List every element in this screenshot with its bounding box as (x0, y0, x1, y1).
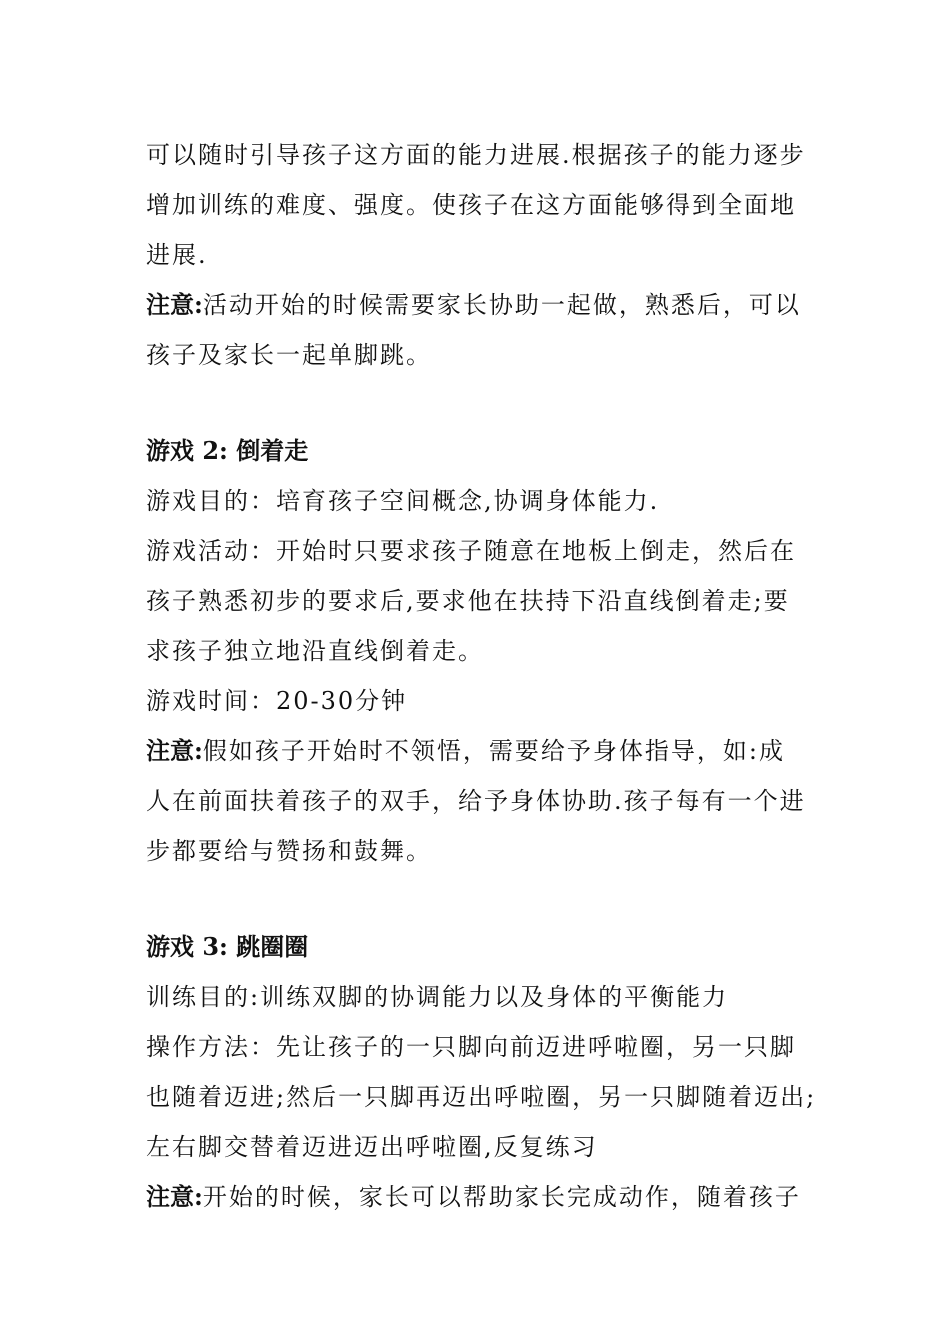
spacer (146, 876, 816, 922)
intro-note-line-2: 孩子及家长一起单脚跳。 (146, 341, 432, 369)
game3-method-line-2: 也随着迈进;然后一只脚再迈出呼啦圈，另一只脚随着迈出; (146, 1083, 817, 1111)
note-text: 活动开始的时候需要家长协助一起做，熟悉后，可以 (202, 291, 801, 319)
game2-activity-line-2: 孩子熟悉初步的要求后,要求他在扶持下沿直线倒着走;要 (146, 587, 790, 615)
intro-note-line-1 (146, 280, 816, 330)
game3-purpose: 训练目的:训练双脚的协调能力以及身体的平衡能力 (146, 983, 729, 1011)
note-label: 注意: (146, 1182, 203, 1211)
intro-line-2: 增加训练的难度、强度。使孩子在这方面能够得到全面地 (146, 191, 796, 219)
game3-method-line-3: 左右脚交替着迈进迈出呼啦圈,反复练习 (146, 1133, 598, 1161)
game2-note-line-1 (146, 726, 816, 776)
note-label: 注意: (146, 290, 203, 319)
game2-activity-line-1: 游戏活动：开始时只要求孩子随意在地板上倒走，然后在 (146, 537, 796, 565)
game2-title: 游戏 2: 倒着走 (146, 436, 309, 465)
intro-line-1: 可以随时引导孩子这方面的能力进展.根据孩子的能力逐步 (146, 141, 806, 169)
note-label: 注意: (146, 736, 203, 765)
document-page (146, 130, 816, 1222)
game3-method-line-1: 操作方法：先让孩子的一只脚向前迈进呼啦圈，另一只脚 (146, 1033, 796, 1061)
spacer (146, 380, 816, 426)
game2-activity-line-3: 求孩子独立地沿直线倒着走。 (146, 637, 484, 665)
game3-title: 游戏 3: 跳圈圈 (146, 932, 309, 961)
game2-note-line-2: 人在前面扶着孩子的双手，给予身体协助.孩子每有一个进 (146, 787, 806, 815)
game2-purpose: 游戏目的：培育孩子空间概念,协调身体能力. (146, 487, 660, 515)
game2-time: 游戏时间：20-30分钟 (146, 687, 408, 715)
game3-note-line-1 (146, 1172, 816, 1222)
note-text: 假如孩子开始时不领悟，需要给予身体指导，如:成 (202, 737, 785, 765)
note-text: 开始的时候，家长可以帮助家长完成动作，随着孩子 (202, 1183, 801, 1211)
intro-line-3: 进展. (146, 241, 208, 269)
game2-note-line-3: 步都要给与赞扬和鼓舞。 (146, 837, 432, 865)
